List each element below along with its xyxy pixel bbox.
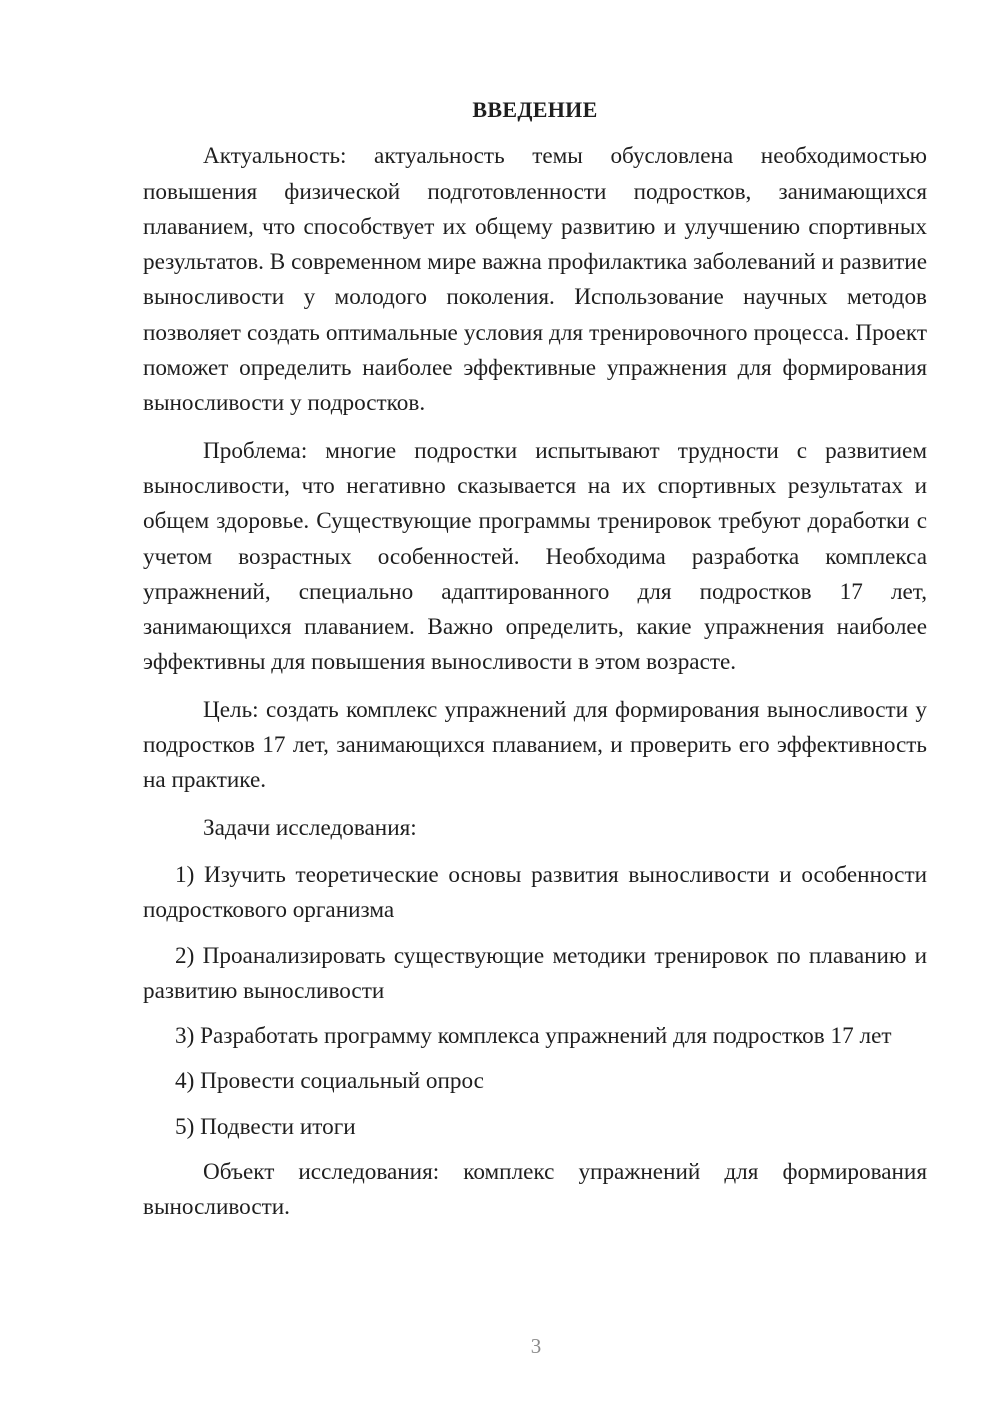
task-item-4: 4) Провести социальный опрос: [175, 1068, 484, 1095]
task-item-3: 3) Разработать программу комплекса упражнений для подростков 17 лет: [175, 1023, 892, 1050]
task-item-2: 2) Проанализировать существующие методики тренировок по плаванию и развитию выносливости: [143, 942, 927, 1004]
task-item-1: 1) Изучить теоретические основы развития выносливости и особенности подросткового организма: [143, 861, 927, 924]
problem-paragraph: Проблема: многие подростки испытывают трудности с развитием выносливости, что негативно сказывается на их спортивных результатах и общем здоровье. Существующие программы тренировок требуют доработки с учетом возрастных особенностей. Необходима разработка комплекса упражнений, специально адаптированного для подростков 17 лет, занимающихся плаванием. Важно определить, какие упражнения наиболее эффективны для повышения выносливости в этом возрасте.: [143, 437, 927, 676]
relevance-paragraph: Актуальность: актуальность темы обусловлена необходимостью повышения физической подготовленности подростков, занимающихся плаванием, что способствует их общему развитию и улучшению спортивных результатов. В современном мире важна профилактика заболеваний и развитие выносливости у молодого поколения. Использование научных методов позволяет создать оптимальные условия для тренировочного процесса. Проект поможет определить наиболее эффективные упражнения для формирования выносливости у подростков.: [143, 143, 927, 417]
task-item-5: 5) Подвести итоги: [175, 1113, 356, 1140]
object-paragraph: Объект исследования: комплекс упражнений для формирования выносливости.: [143, 1159, 927, 1221]
section-heading: ВВЕДЕНИЕ: [472, 97, 598, 122]
tasks-heading: Задачи исследования:: [203, 814, 417, 841]
goal-paragraph: Цель: создать комплекс упражнений для формирования выносливости у подростков 17 лет, занимающихся плаванием, и проверить его эффективность на практике.: [143, 696, 927, 794]
page-content: [143, 92, 927, 1238]
page-number: 3: [530, 1334, 542, 1358]
